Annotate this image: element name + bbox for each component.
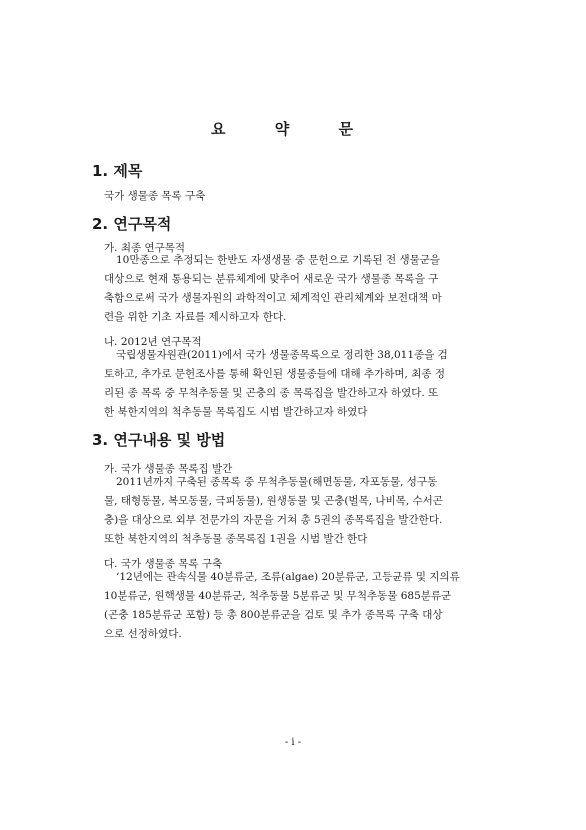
text-line: 대상으로 현재 통용되는 분류체계에 맞추어 새로운 국가 생물종 목록을 구 bbox=[104, 273, 439, 285]
paragraph-final-purpose bbox=[104, 251, 492, 327]
text-line: 충)을 대상으로 외부 전문가의 자문을 거쳐 총 5권의 종목록집을 발간한다. bbox=[104, 514, 443, 526]
page-number: - i - bbox=[284, 737, 302, 748]
section-heading-methods: 3. 연구내용 및 방법 bbox=[92, 431, 226, 449]
subheading-final-purpose: 가. 최종 연구목적 bbox=[104, 242, 186, 254]
text-line: 한 북한지역의 척추동물 목록집도 시범 발간하고자 하였다 bbox=[104, 406, 368, 418]
text-line: 물, 태형동물, 복모동물, 극피동물), 원생동물 및 곤충(벌목, 나비목, 수서곤 bbox=[104, 495, 443, 507]
text-line: 련을 위한 기초 자료를 제시하고자 한다. bbox=[104, 311, 287, 323]
subheading-catalog-publication: 가. 국가 생물종 목록집 발간 bbox=[104, 463, 233, 475]
section-heading-title: 1. 제목 bbox=[92, 162, 143, 180]
section-title-text: 국가 생물종 목록 구축 bbox=[104, 190, 206, 202]
page-title: 요 약 문 bbox=[211, 120, 375, 138]
text-line: 으로 선정하였다. bbox=[104, 628, 182, 640]
text-line: 축함으로써 국가 생물자원의 과학적이고 체계적인 관리체계와 보전대책 마 bbox=[104, 292, 442, 304]
text-line: 리된 종 목록 중 무척추동물 및 곤충의 종 목록집을 발간하고자 하였다. 또 bbox=[104, 387, 439, 399]
text-line: 또한 북한지역의 척추동물 종목록집 1권을 시범 발간 한다 bbox=[104, 533, 368, 545]
text-line: 10만종으로 추정되는 한반도 자생생물 중 문헌으로 기록된 전 생물군을 bbox=[116, 254, 441, 266]
text-line: ‘12년에는 관속식물 40분류군, 조류(algae) 20분류군, 고등균류 및 지의류 bbox=[116, 571, 460, 583]
text-line: 국립생물자원관(2011)에서 국가 생물종목록으로 정리한 38,011종을 검 bbox=[116, 349, 448, 361]
subheading-species-list: 다. 국가 생물종 목록 구축 bbox=[104, 558, 223, 570]
paragraph-catalog-publication bbox=[104, 473, 492, 549]
paragraph-species-list bbox=[104, 568, 492, 644]
text-line: 토하고, 추가로 문헌조사를 통해 확인된 생물종들에 대해 추가하며, 최종 정 bbox=[104, 368, 446, 380]
paragraph-2012-purpose bbox=[104, 346, 492, 422]
text-line: (곤충 185분류군 포함) 등 총 800분류군을 검토 및 추가 종목록 구축 대상 bbox=[104, 609, 443, 621]
subheading-2012-purpose: 나. 2012년 연구목적 bbox=[104, 336, 202, 348]
text-line: 2011년까지 구축된 종목록 중 무척추동물(해면동물, 자포동물, 성구동 bbox=[116, 476, 438, 488]
text-line: 10분류군, 원핵생물 40분류군, 척추동물 5분류군 및 무척추동물 685분류군 bbox=[104, 590, 452, 602]
section-heading-purpose: 2. 연구목적 bbox=[92, 215, 172, 233]
